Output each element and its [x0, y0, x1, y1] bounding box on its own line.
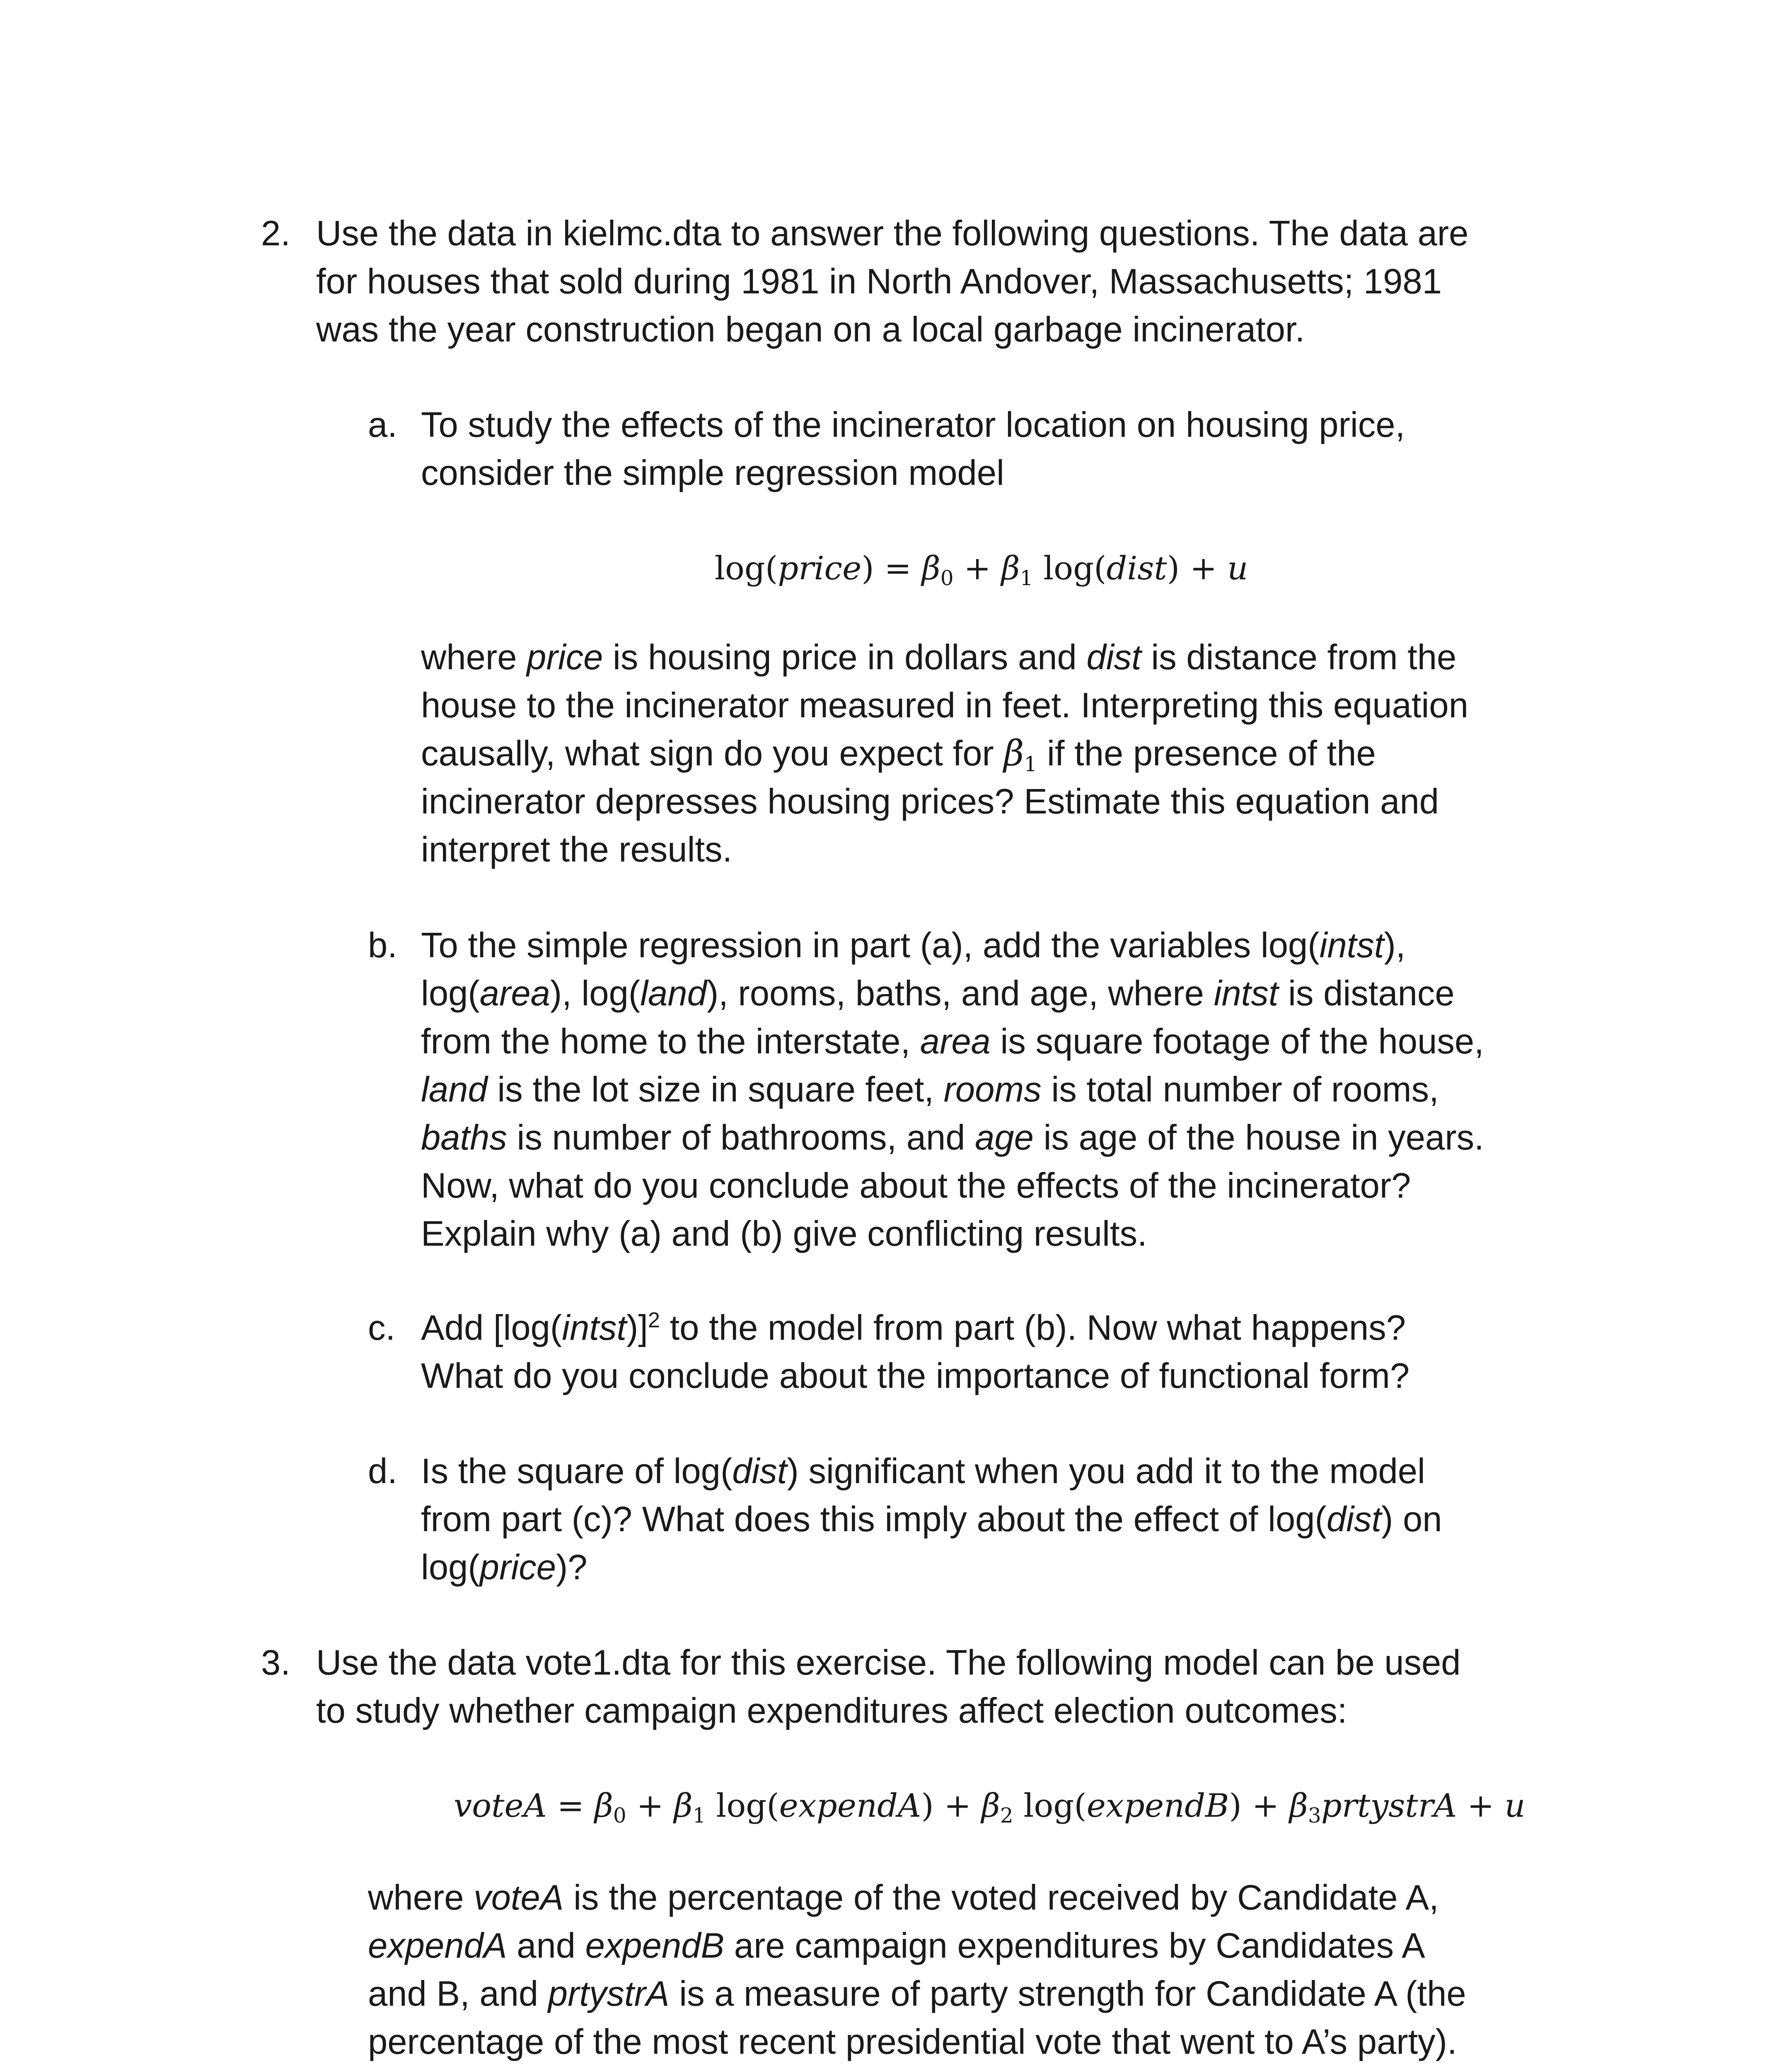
q2b-line-1: To the simple regression in part (a), add the variables log(intst),: [421, 926, 1406, 965]
q2b-line-4: land is the lot size in square feet, rooms is total number of rooms,: [421, 1070, 1439, 1109]
q2-intro-line-1: Use the data in kielmc.dta to answer the following questions. The data are: [316, 214, 1469, 253]
q2-number: 2.: [261, 214, 290, 253]
q2a-where: [421, 634, 1468, 874]
q3-intro-line-1: Use the data vote1.dta for this exercise. The following model can be used: [316, 1643, 1461, 1682]
q2a-prompt: [421, 401, 1405, 497]
q2-intro: [316, 210, 1468, 354]
q2a-where-line-1: where price is housing price in dollars and dist is distance from the: [421, 638, 1457, 677]
q2a-equation: log(price) = $\beta_0 + \beta_1$ log(dist) + u: [715, 550, 1248, 590]
q2d-prompt: [421, 1447, 1442, 1592]
q2c-line-1: Add [log(intst)]$^2$ to the model from part (b). Now what happens?: [421, 1308, 1406, 1348]
q2a-where-line-3: causally, what sign do you expect for $\beta_1$ if the presence of the: [421, 733, 1376, 776]
q2b-line-3: from the home to the interstate, area is square footage of the house,: [421, 1022, 1484, 1061]
q2b-prompt: [421, 922, 1484, 1258]
q2d-label: d.: [368, 1452, 397, 1491]
q2c-line-2: What do you conclude about the importance of functional form?: [421, 1356, 1410, 1396]
q3-where-line-2: expendA and expendB are campaign expenditures by Candidates A: [368, 1926, 1425, 1965]
q2a-where-line-4: incinerator depresses housing prices? Estimate this equation and: [421, 782, 1439, 821]
q3-where-line-4: percentage of the most recent presidential vote that went to A’s party).: [368, 2022, 1457, 2062]
q2d-line-2: from part (c)? What does this imply about the effect of log(dist) on: [421, 1500, 1442, 1539]
q2a-where-line-2: house to the incinerator measured in feet. Interpreting this equation: [421, 686, 1468, 725]
q3-number: 3.: [261, 1643, 290, 1682]
q2a-line-1: To study the effects of the incinerator location on housing price,: [421, 405, 1405, 445]
q2a-line-2: consider the simple regression model: [421, 453, 1004, 493]
q2b-line-2: log(area), log(land), rooms, baths, and age, where intst is distance: [421, 974, 1455, 1013]
q2-intro-line-2: for houses that sold during 1981 in North Andover, Massachusetts; 1981: [316, 262, 1442, 301]
q2c-label: c.: [368, 1308, 396, 1348]
q2a-label: a.: [368, 405, 397, 445]
q2d-line-3: log(price)?: [421, 1548, 587, 1587]
q2c-prompt: [421, 1304, 1409, 1400]
q3-equation: voteA = $\beta_0 + \beta_1$ log(expendA) + $\beta_2$ log(expendB) + $\beta_3prtystrA + u$: [454, 1787, 1525, 1828]
q2b-line-6: Now, what do you conclude about the effects of the incinerator?: [421, 1166, 1411, 1205]
q3-where-line-3: and B, and prtystrA is a measure of party strength for Candidate A (the: [368, 1974, 1466, 2014]
q2-intro-line-3: was the year construction began on a local garbage incinerator.: [316, 310, 1305, 349]
q3-where-line-1: where voteA is the percentage of the voted received by Candidate A,: [368, 1878, 1439, 1917]
q2d-line-1: Is the square of log(dist) significant when you add it to the model: [421, 1452, 1425, 1491]
q2b-line-5: baths is number of bathrooms, and age is age of the house in years.: [421, 1118, 1484, 1157]
q2b-label: b.: [368, 926, 397, 965]
q3-intro: [316, 1639, 1461, 1735]
q3-intro-line-2: to study whether campaign expenditures affect election outcomes:: [316, 1691, 1347, 1731]
q2b-line-7: Explain why (a) and (b) give conflicting results.: [421, 1214, 1147, 1254]
q2a-where-line-5: interpret the results.: [421, 830, 733, 869]
q3-where: [368, 1874, 1466, 2066]
